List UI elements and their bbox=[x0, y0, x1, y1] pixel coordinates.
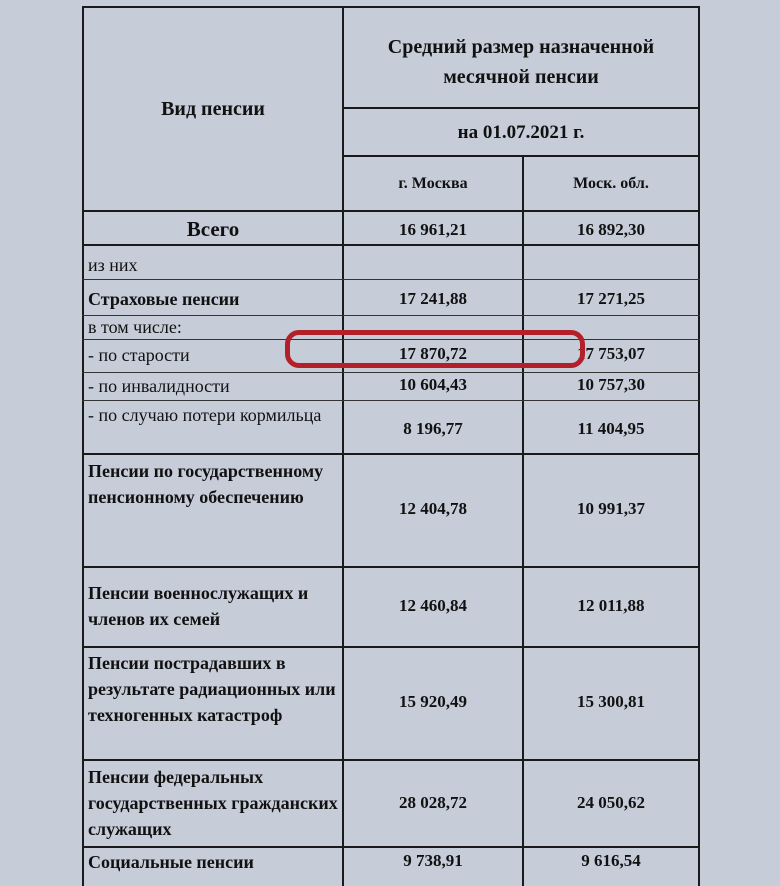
value-moscow: 12 404,78 bbox=[399, 499, 467, 518]
row-label: Страховые пенсии bbox=[88, 289, 240, 309]
pension-table bbox=[82, 6, 700, 886]
border bbox=[342, 107, 700, 109]
value-moscow: 9 738,91 bbox=[403, 851, 463, 870]
border bbox=[82, 846, 700, 848]
border bbox=[82, 210, 700, 212]
border bbox=[82, 244, 700, 246]
value-moscow: 28 028,72 bbox=[399, 793, 467, 812]
value-moscow: 10 604,43 bbox=[399, 375, 467, 394]
row-label: Пенсии по государственному пенсионному обеспечению bbox=[88, 461, 324, 507]
row-label: Всего bbox=[186, 217, 240, 241]
border bbox=[82, 6, 700, 8]
value-region: 16 892,30 bbox=[577, 220, 645, 239]
row-label: из них bbox=[88, 255, 138, 275]
border bbox=[82, 646, 700, 648]
value-region: 12 011,88 bbox=[577, 596, 645, 615]
value-moscow: 16 961,21 bbox=[399, 220, 467, 239]
highlight-frame bbox=[285, 330, 585, 368]
row-label: - по старости bbox=[88, 345, 190, 365]
value-region: 17 753,07 bbox=[577, 344, 645, 363]
table-date: на 01.07.2021 г. bbox=[457, 122, 585, 143]
value-region: 9 616,54 bbox=[581, 851, 641, 870]
row-label: в том числе: bbox=[88, 317, 182, 337]
value-moscow: 17 241,88 bbox=[399, 289, 467, 308]
border bbox=[82, 453, 700, 455]
value-region: 24 050,62 bbox=[577, 793, 645, 812]
row-label: Социальные пенсии bbox=[88, 852, 254, 872]
border bbox=[522, 156, 524, 886]
border bbox=[82, 279, 700, 280]
value-region: 15 300,81 bbox=[577, 692, 645, 711]
value-region: 10 757,30 bbox=[577, 375, 645, 394]
row-label: Пенсии федеральных государственных гражданских служащих bbox=[88, 767, 338, 839]
value-moscow: 15 920,49 bbox=[399, 692, 467, 711]
value-region: 17 271,25 bbox=[577, 289, 645, 308]
border bbox=[82, 566, 700, 568]
row-label: - по случаю потери кормильца bbox=[88, 405, 322, 425]
column-header-moscow: г. Москва bbox=[398, 175, 468, 192]
row-label: Пенсии военнослужащих и членов их семей bbox=[88, 583, 309, 629]
value-moscow: 12 460,84 bbox=[399, 596, 467, 615]
border bbox=[342, 155, 700, 157]
border bbox=[82, 6, 84, 886]
border bbox=[698, 6, 700, 886]
column-header-region: Моск. обл. bbox=[573, 175, 649, 192]
column-header-kind: Вид пенсии bbox=[161, 98, 265, 120]
value-moscow: 8 196,77 bbox=[403, 419, 463, 438]
value-region: 11 404,95 bbox=[577, 419, 645, 438]
table-title: Средний размер назначенной месячной пенсии bbox=[387, 36, 655, 88]
value-region: 10 991,37 bbox=[577, 499, 645, 518]
value-moscow: 17 870,72 bbox=[399, 344, 467, 363]
border bbox=[82, 400, 700, 401]
border bbox=[82, 759, 700, 761]
row-label: Пенсии пострадавших в результате радиационных или техногенных катастроф bbox=[88, 653, 336, 725]
row-label: - по инвалидности bbox=[88, 376, 230, 396]
